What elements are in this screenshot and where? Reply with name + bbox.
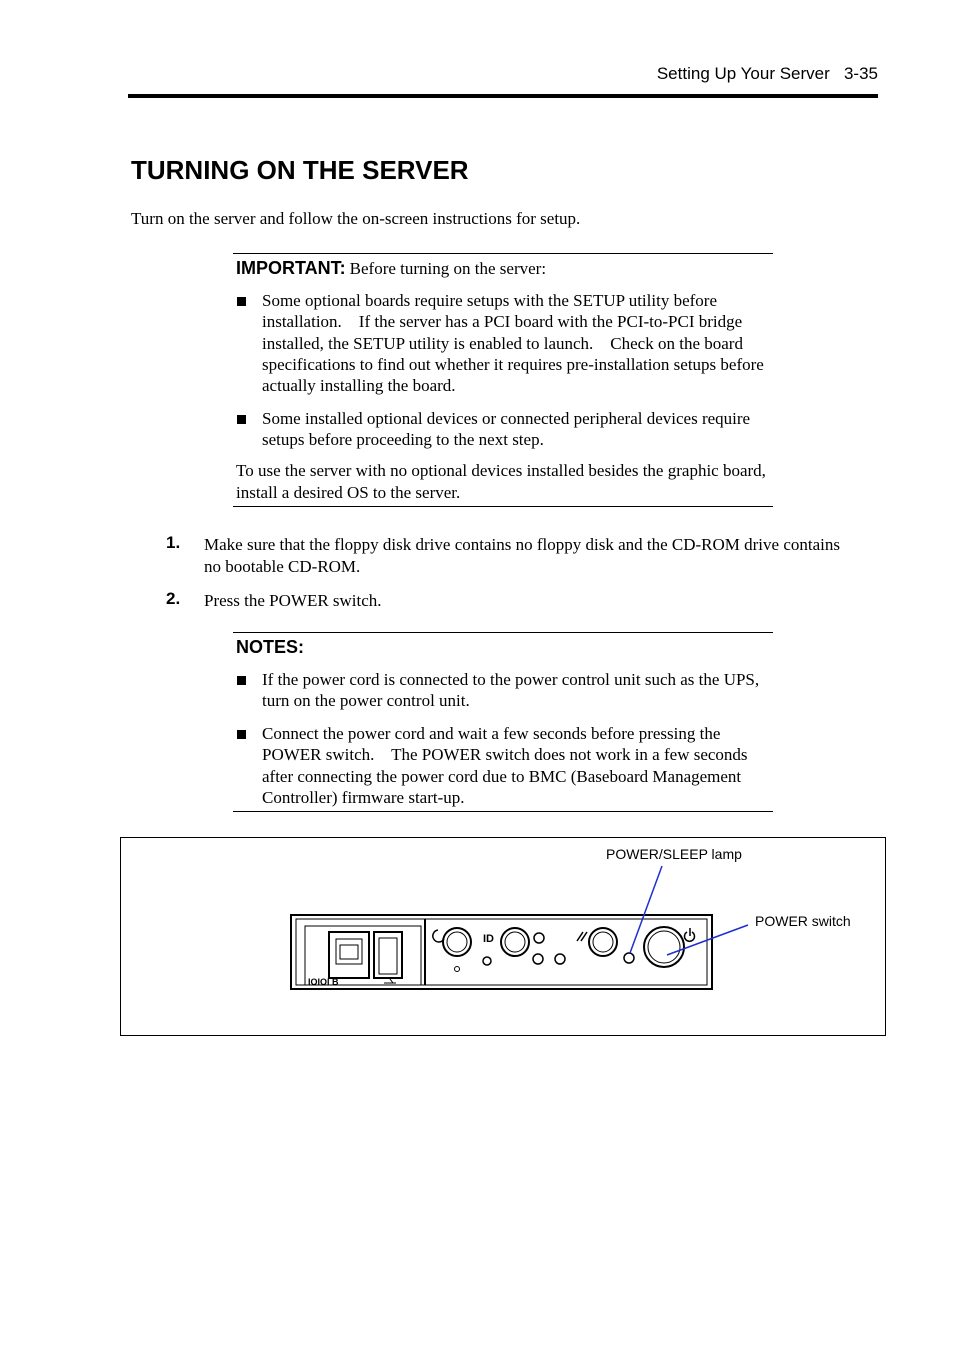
step-text: Make sure that the floppy disk drive contains no floppy disk and the CD-ROM drive contains no bootable CD-ROM. xyxy=(204,535,840,576)
power-sleep-lamp-icon xyxy=(624,953,634,963)
step-number: 2. xyxy=(166,589,181,608)
id-button-inner xyxy=(505,932,525,952)
usb-symbol-branch xyxy=(390,979,393,983)
dump-button-inner xyxy=(593,932,613,952)
header-section: Setting Up Your Server xyxy=(656,64,830,83)
important-footer: To use the server with no optional devices installed besides the graphic board, install a desired OS to the server. xyxy=(236,461,766,502)
bullet-text: Some installed optional devices or connected peripheral devices require setups before proceeding to the next step. xyxy=(262,409,751,450)
usb-port-slot xyxy=(379,938,397,974)
important-lead: Before turning on the server: xyxy=(349,259,547,278)
callout-power-sleep-lamp: POWER/SLEEP lamp xyxy=(606,846,742,862)
status-lamp-icon xyxy=(483,957,491,965)
id-lamp-icon xyxy=(534,933,544,943)
lan-lamp-icon xyxy=(533,954,543,964)
serial-port-socket xyxy=(340,945,358,959)
important-label: IMPORTANT: xyxy=(236,258,346,278)
bullet-text: If the power cord is connected to the power control unit such as the UPS, turn on the power control unit. xyxy=(262,670,760,711)
disk-lamp-icon xyxy=(555,954,565,964)
callout-power-switch: POWER switch xyxy=(755,913,851,929)
serial-port-label: IOIOI B xyxy=(308,977,339,987)
step-text: Press the POWER switch. xyxy=(204,591,382,610)
bullet-text: Some optional boards require setups with the SETUP utility before installation. If the server has a PCI board with the PCI-to-PCI bridge installed, the SETUP utility is enabled to launch. Check on the board specifications to find out whether it requires pre-installation setups before actually installing the board. xyxy=(262,291,764,396)
notes-label: NOTES: xyxy=(236,637,305,657)
power-switch-inner xyxy=(648,931,680,963)
step-number: 1. xyxy=(166,533,181,552)
sleep-button-inner xyxy=(447,932,467,952)
bullet-text: Connect the power cord and wait a few seconds before pressing the POWER switch. The POWER switch does not work in a few seconds after connecting the power cord due to BMC (Baseboard Management Controller) firmware start-up. xyxy=(262,724,748,807)
usb-port-icon xyxy=(374,932,402,978)
id-label: ID xyxy=(483,933,494,945)
header-page-number: 3-35 xyxy=(843,64,878,83)
page-title: TURNING ON THE SERVER xyxy=(131,155,469,185)
intro-paragraph: Turn on the server and follow the on-screen instructions for setup. xyxy=(131,209,581,228)
sleep-marker-icon xyxy=(455,967,460,972)
power-switch-icon xyxy=(644,927,684,967)
